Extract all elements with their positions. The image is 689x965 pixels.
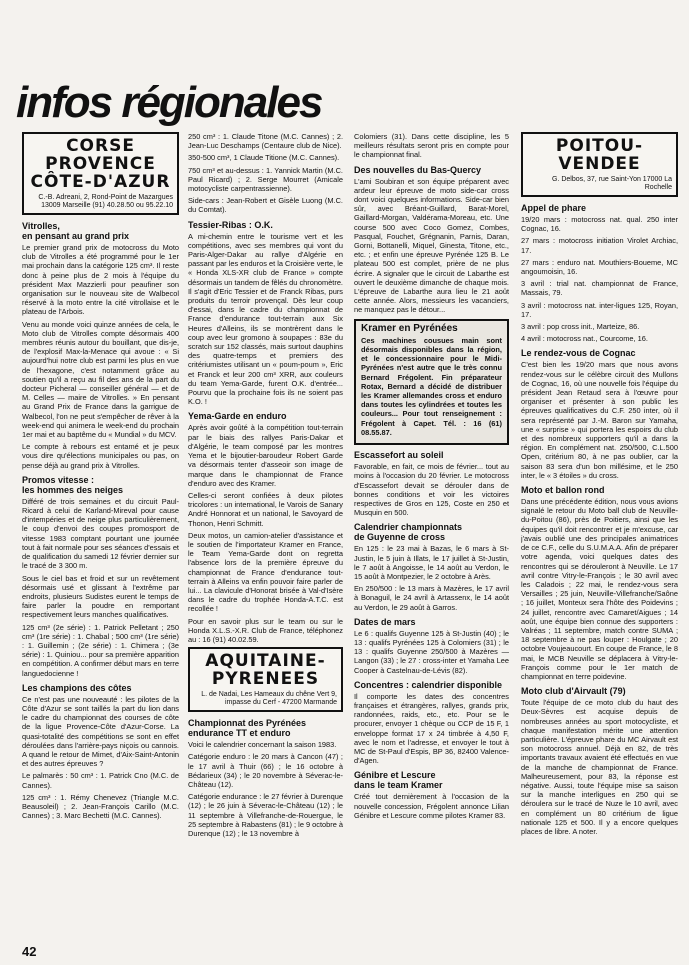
region-box-poitou [521,132,678,197]
heading-line: endurance TT et enduro [188,728,291,739]
article-heading: Le rendez-vous de Cognac [521,348,636,359]
article-heading [22,221,179,241]
heading-line: Championnat des Pyrénées [188,718,307,729]
region-title-line: POITOU- [555,136,644,156]
column-3 [354,132,509,940]
region-address: C.-B. Adreani, 2, Rond-Point de Mazargues 13009 Marseille (91) 40.28.50 ou 95.22.10 [38,194,173,209]
paragraph: Celles-ci seront confiées à deux pilotes tricolores : un international, le Varois de Sanary André Honnorat et un national, le Savoyard de Thonon, Henri Schmitt. [188,490,343,528]
article-heading: Moto club d'Airvault (79) [521,686,626,697]
paragraph: L'ami Soubiran et son équipe préparent avec ardeur leur épreuve de moto side-car cross dont voici quelques informations. Side-car bien sûr, avec Bréant-Guillard, Barat-Morel, Gaillard-Morgan, Valdérama-Moreau, etc. Une course 500 avec Coco Gomez, Combes, Pasqual, Fouchet, Grégnanin, Parnis, Daran, Gorni, Bottanelli, Miquel, Ginesta, Titone, etc., etc. ; et enfin une épreuve Pyrénée 125 B. Le plateau 500 est complet, prière de ne plus écrire. A signaler que le circuit de Labarthe est ouvert le deuxième dimanche de chaque mois. L'épreuve de Labarthe aura lieu le 21 août cette année. Alors, messieurs les vacanciers, ne manquez pas le détour... [354,176,509,315]
article-heading: Yema-Garde en enduro [188,411,287,422]
column-4 [521,132,678,940]
paragraph: En 250/500 : le 13 mars à Mazères, le 17 avril à Bonaguil, le 24 avril à Artassenx, le 14 août au Verdon, le 29 août à Garros. [354,584,509,612]
article-heading [354,522,509,542]
heading-line: les hommes des neiges [22,484,124,495]
article-heading: Les champions des côtes [22,682,132,693]
paragraph: Deux motos, un camion-atelier d'assistance et le soutien de l'importateur Kramer en France, le Team Yema-Garde dont on regretta l'absence lors de la première épreuve du championnat de France d'endurance tout-terrain à Alleins va enfin pouvoir faire parler de lui... La clavicule d'Honorat brisée à Val-d'Isère dans le cadre du trophée Honda-A.T.C. est recollée ! [188,530,343,614]
paragraph: 4 avril : motocross nat., Courcome, 16. [521,334,648,344]
article-heading: Escassefort au soleil [354,450,444,461]
paragraph: Voici le calendrier concernant la saison 1983. [188,740,337,750]
region-box-aquitaine [188,647,343,712]
paragraph: Catégorie endurance : le 27 février à Durenque (12) ; le 26 juin à Séverac-le-Château (12) ; le 11 septembre à Villefranche-de-Rouergue, le 25 septembre à Rabastens (81) ; le 9 octobre à Durenque (12) ; le 13 novembre à [188,792,343,838]
paragraph: Créé tout dernièrement à l'occasion de la nouvelle concession, Frégolent annonce Lilian Génibre et Lescure comme pilotes Kramer 83. [354,792,509,820]
paragraph: 27 mars : motocross initiation Virolet Archiac, 17. [521,236,678,255]
paragraph: Différé de trois semaines et du circuit Paul-Ricard à celui de Karland-Mireval pour cause d'intempéries et de neige plus particulièrement, le coup d'envoi des coupes promosport de vitesse 1983 comptant pourtant une journée tout à fait normale pour ses séances d'essais et de qualification du samedi 12 février dernier sur le tracé de 3 300 m. [22,496,179,571]
article-heading: Tessier-Ribas : O.K. [188,219,273,230]
paragraph: 3 avril : pop cross init., Marteize, 86. [521,322,640,332]
region-title-line: PROVENCE [45,154,156,174]
paragraph: 27 mars : enduro nat. Mouthiers-Boueme, MC angoumoisin, 16. [521,257,678,277]
paragraph: 125 cm³ (2e série) : 1. Patrick Pelletant ; 250 cm³ (1re série) : 1. Chabal ; 500 cm³ (1re série) : 1. Guillemin ; (2e série) : 1. Chimera ; (3e série) : 1. Quiniou... pour sa première apparition en compétition. A confirmer début mars en terre languedocienne ! [22,622,179,678]
kramer-box-text: Ces machines cousues main sont désormais disponibles dans la région, et le concessionnaire pour le Midi-Pyrénées n'est autre que le très connu Bernard Frégolent. Fin préparateur Rotax, Bernard a décidé de distribuer les Kramer allemandes cross et enduro dans toutes les cylindrées et toutes les couleurs... Pour tout renseignement : Frégolent à Capet. Tél. : 16 (61) 08.55.87. [361,335,502,437]
column-2 [188,132,343,940]
paragraph: 750 cm³ et au-dessus : 1. Yannick Martin (M.C. Paul Ricard) ; 2. Serge Mourret (Amicale motocycliste carpentrassienne). [188,165,343,194]
region-address: L. de Nadai, Les Hameaux du chêne Vert 9, impasse du Cerf - 47200 Marmande [201,691,337,707]
paragraph: Dans une précédente édition, nous vous avions signalé le retour du Moto ball club de Neuville-du-Poitou (86), près de Poitiers, ainsi que les équipes qu'il doit rencontrer et je m'excuse, car j'avais oublié une des principales animatrices de ce C.F., celle du S.U.M.A.A. Afin de préparer votre agenda, voici quelques dates des rencontres qui se dérouleront à Neuville. Le 17 avril contre Vitry-le-François ; le 30 avril avec les Caladois ; 22 mai, le rendez-vous sera Versailles ; 25 juin, Neuville-Villefranche/Saône ; 16 juillet, Monteux sera l'hôte des Poidevins ; 24 juillet, rencontre avec Camaret/Aigues ; 14 août, une équipe bien connue des supporters : Valréas ; 11 septembre, match contre SUMA ; 18 septembre à ne pas louper : Houlgate ; 20 octobre Voujeaucourt. En coupe de France, le 8 mai, le MCB Neuville se déplacera à Vitry-le-François comme pour le 1er match de championnat en terre poidevine. [521,497,678,681]
region-address: G. Delbos, 37, rue Saint-Yon 17000 La Rochelle [552,176,672,191]
article-heading: Moto et ballon rond [521,485,605,496]
paragraph: Venu au monde voici quinze années de cela, le Moto club de Vitrolles compte désormais 400 membres réunis autour du bouillant, que dis-je, de l'explosif Max-la-Menace qui avoue : « Si aujourd'hui notre club est parmi les plus en vue de l'hexagone, c'est notamment grâce au soutien qu'il a reçu au fil des ans de la part du docteur Picheral — conseiller général — et de M. Celles — maire de Vitrolles. » En pensant au Grand Prix de France dans la garrigue de Walbecol, l'on ne peut s'empêcher de rêver à la week-end qui animera le week-end du prochain 1er mai et au baptême du « Mundial » du MCV. [22,319,179,440]
paragraph: 125 cm³ : 1. Rémy Chenevez (Triangle M.C. Beausoleil) ; 2. Jean-François Carillo (M.C. Cannes) ; 3. Marc Bechetti (M.C. Cannes). [22,792,179,821]
paragraph: Le premier grand prix de motocross du Moto club de Vitrolles a été programmé pour le 1er mai prochain dans la catégorie 125 cm³. Il reste donc à peine plus de 2 mois à l'équipe du président Max Mazzierli pour peaufiner son organisation sur le nouveau site de Walbecol réservé à la moto entre la cité vitrollaise et le plateau de l'Arbois. [22,243,179,317]
region-title-line: VENDEE [558,154,641,174]
paragraph: Ce n'est pas une nouveauté : les pilotes de la Côte d'Azur se sont taillés la part du lion dans le cadre du championnat des courses de côte de la ligue Provence-Côte d'Azur-Corse. La quasi-totalité des compétitions se sont en effet déroulées dans l'arrière-pays niçois ou cannois. A quand le retour de Mimet, d'Aix-Saint-Antonin et des autres épreuves ? [22,694,179,769]
paragraph: Après avoir goûté à la compétition tout-terrain par le biais des rallyes Paris-Dakar et d'Algérie, le team composé par les montres Yema et le bijoutier-baroudeur Robert Garde va désormais tenter d'asseoir son image de marque dans le championnat de France d'enduro avec des Kramer. [188,423,343,488]
article-heading: Concentres : calendrier disponible [354,679,503,690]
region-title-line: CORSE [66,136,135,156]
region-box-corse [22,132,179,215]
paragraph: C'est bien les 19/20 mars que nous avons rendez-vous sur le célèbre circuit des Mullons de Cognac, 16, où une nouvelle fois l'équipe du président Jean Retaud sera à l'œuvre pour organiser et présenter à son public les épreuves qualificatives du C.F. 250 inter, où il sera représenté par J.-M. Baron sur Yamaha, une « surprise » qui portera les espoirs du club et des nombreux supporters qu'il a dans la région. En complément nat. 250/500, C.L.500 Open, critérium 80, à ne pas oublier, car la saison 83 sera d'un bon millésime, et le 250 inter, le « 3 étoiles » du cross. [521,360,678,480]
heading-line: Vitrolles, [22,221,60,231]
paragraph: Favorable, en fait, ce mois de février... tout au moins à l'occasion du 20 février. Le motocross d'Escassefort devait se dérouler dans de bonnes conditions et voir les victoires respectives de Gros en 125, Coste en 250 et Musquin en 500. [354,462,509,518]
paragraph: Side-cars : Jean-Robert et Gisèle Luong (M.C. du Comtat). [188,196,343,215]
paragraph: Sous le ciel bas et froid et sur un revêtement désormais usé et glissant à l'extrême par endroits, plusieurs Sudistes eurent le temps de faire parler la poudre en remportant respectivement leurs manches qualificatives. [22,573,179,620]
paragraph: 350-500 cm³, 1 Claude Titione (M.C. Cannes). [188,153,340,163]
column-1 [22,132,179,940]
page-number: 42 [22,944,37,959]
paragraph: 250 cm³ : 1. Claude Titone (M.C. Cannes) ; 2. Jean-Luc Deschamps (Centaure club de Nice). [188,132,343,151]
article-heading: Des nouvelles du Bas-Quercy [354,164,482,175]
kramer-box-title: Kramer en Pyrénées [361,322,458,334]
region-title-line: PYRENEES [211,669,320,690]
region-title-line: CÔTE-D'AZUR [30,172,171,192]
article-heading: Dates de mars [354,616,416,627]
article-heading: Appel de phare [521,203,587,213]
article-heading [354,770,509,790]
paragraph: 3 avril : motocross nat. inter-ligues 125, Royan, 17. [521,300,678,319]
region-title-line: AQUITAINE- [205,651,326,672]
article-heading [22,475,179,495]
heading-line: dans le team Kramer [354,780,443,791]
paragraph: Colomiers (31). Dans cette discipline, les 5 meilleurs résultats seront pris en compte pour le championnat final. [354,132,509,160]
heading-line: Génibre et Lescure [354,770,436,781]
heading-line: en pensant au grand prix [22,231,130,241]
page-title: infos régionales [16,78,322,127]
paragraph: En 125 : le 23 mai à Bazas, le 6 mars à St-Justin, le 5 juin à Illats, le 17 juillet à St-Justin, le 7 août à Angoisse, le 14 août au Verdon, le 15 août à Montpezier, le 2 octobre à Arès. [354,544,509,581]
kramer-box [354,319,509,445]
paragraph: Toute l'équipe de ce moto club du haut des Deux-Sèvres est acquise depuis de nombreuses années au sport motocycliste, et chaque manifestation mérite une attention particulière. L'épreuve phare du MC Airvault est son motocross annuel. Déjà en 82, de très importants travaux avaient été effectués en vue de la manche de championnat de France. Malheureusement, pour 83, la réponse est négative. Aussi, toute l'équipe mise sa saison sur la manche interligues en 250 qui se déroulera sur le tracé de Nuze le 10 avril, avec en complément un 80 critérium de ligue nationale 125 et 500. Il y a encore quelques places de libre. A noter. [521,698,678,836]
paragraph: Le compte à rebours est entamé et je peux vous dire qu'élections municipales ou pas, on pense déjà au grand prix à Vitrolles. [22,442,179,470]
paragraph: 3 avril : trial nat. championnat de France, Massais, 79. [521,279,678,298]
heading-line: Promos vitesse : [22,474,95,485]
paragraph: Pour en savoir plus sur le team ou sur le Honda X.L.S.-X.R. Club de France, téléphonez au : 16 (91) 40.02.59. [188,616,343,644]
paragraph: Le palmarès : 50 cm³ : 1. Patrick Cno (M.C. de Cannes). [22,771,179,790]
paragraph: 19/20 mars : motocross nat. qual. 250 inter Cognac, 16. [521,215,678,234]
paragraph: Il comporte les dates des concentres françaises et étrangères, rallyes, grands prix, randonnées, raids, etc., etc. Pour se le procurer, envoyer 1 chèque ou CCP de 15 F, 1 enveloppe format 17 x 24 timbrée à 4,50 F, avec le nom et l'adresse, et envoyer le tout à MC de St-Paul d'Espis, BP 36, 82400 Valence-d'Agen. [354,691,509,766]
paragraph: A mi-chemin entre le tourisme vert et les compétitions, avec ses membres qui vont du Paris-Alger-Dakar au rallye d'Algérie en passant par les enduros et la Croisière verte, le « Honda XLS-XR club de France » compte désormais un tandem de fêlés du chronomètre. Il s'agit d'Eric Tessier et de Franck Ribas, purs produits du terroir provençal. Dès leur coup d'essai, dans le cadre du championnat de France d'endurance tout-terrain aux Six Heures d'Alleins, ils se montrèrent dans le coup avec leur gromono à soupapes : 83e du scratch sur 152 classés, mais surtout dauphins des quatre-temps et premiers des critériumistes utilisant un « poum-poum », Eric et Franck et leur 200 cm³ XRR, aux couleurs du team Yema-Garde, furent O.K. d'entrée... Pourvu que la prochaine fois ils ne soient pas K.O. ! [188,231,343,407]
heading-line: de Guyenne de cross [354,532,446,543]
paragraph: Le 6 : qualifs Guyenne 125 à St-Justin (40) ; le 13 : qualifs Pyrénées 125 à Colomiers (31) ; le 13 : qualifs Guyenne 250/500 à Mazères — Langon (33) ; le 27 : cross-inter et Yamaha Lee Cooper à Castelnau-de-Lévis (82). [354,628,509,675]
heading-line: Calendrier championnats [354,522,463,533]
paragraph: Catégorie enduro : le 20 mars à Cancon (47) ; le 17 avril à Thuir (66) ; le 16 octobre à Bédarieux (34) ; le 20 novembre à Séverac-le-Château (12). [188,752,343,789]
article-heading [188,718,343,738]
